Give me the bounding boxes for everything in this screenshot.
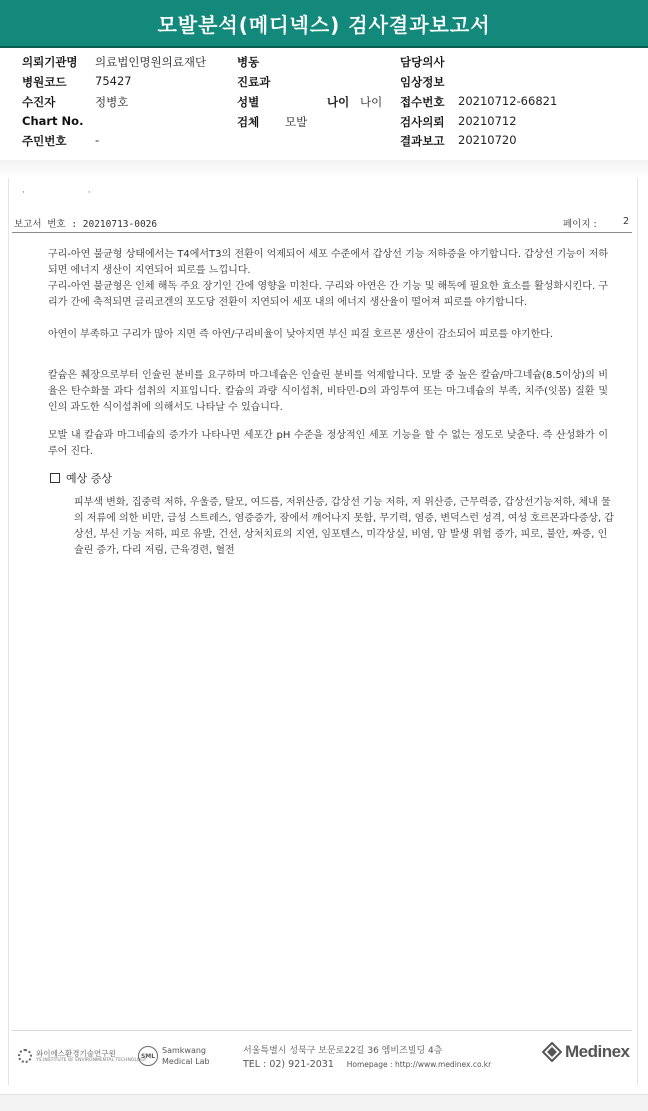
symptoms-heading [50,470,112,486]
specimen-value: 모발 [285,115,308,129]
receipt-label: 접수번호 [400,95,445,109]
symptoms-list: 피부색 변화, 집중력 저하, 우울증, 탈모, 여드름, 저위산증, 갑상선 기능 저하, 저 위산증, 근무력증, 갑상선기능저하, 체내 물의 저류에 의한 비만, 급성 스트레스, 염증증가, 잠에서 깨어나지 못함, 무기력, 염증, 변덕스런 성격, 여성 호르몬과다증상, 갑상선, 부신 기능 저하, 피로 유발, 건선, 상처치료의 지연, 임포텐스, 미각상실, 비염, 암 발생 위험 증가, 피로, 불안, 짜증, 인슐린 증가, 다리 저림, 근육경련, 혈전 [74,497,614,556]
doctor-label: 담당의사 [400,55,445,69]
hospital-code-label: 병원코드 [22,75,67,89]
paragraph-text: 구리-아연 불균형은 인체 해독 주요 장기인 간에 영향을 미친다. 구리와 아연은 간 기능 및 해독에 필요한 효소를 활성화시킨다. 구리가 간에 축적되면 글리코겐의 포도당 전환이 지연되어 세포 내의 에너지 생산율이 떨어져 피로를 야기합니다. [48,281,608,308]
institution-value: 의료법인명원의료재단 [95,55,207,69]
request-label: 검사의뢰 [400,115,445,129]
ys-logo-name: 와이에스환경기술연구원 [36,1049,116,1058]
age-value: 나이 [360,95,383,109]
paragraph-text: 구리-아연 불균형 상태에서는 T4에서T3의 전환이 억제되어 세포 수준에서 갑상선 기능 저하증을 야기합니다. 갑상선 기능이 저하되면 에너지 생산이 지연되어 피로를 느낍니다. [48,249,608,276]
paragraph-3 [48,327,608,343]
hospital-code-value: 75427 [95,74,132,88]
info-row-1 [0,54,648,72]
footer-homepage: Homepage : http://www.medinex.co.kr [346,1060,492,1069]
chart-no-label: Chart No. [22,114,84,128]
medinex-logo [542,1042,630,1062]
footer-address: 서울특별시 성북구 보문로22길 36 엠비즈빌딩 4층 [243,1046,443,1056]
report-sheet [8,178,638,1085]
medinex-logo-icon [542,1042,562,1062]
paragraph-text: 칼슘은 췌장으로부터 인슐린 분비를 요구하며 마그네슘은 인슐린 분비를 억제합니다. 모발 중 높은 칼슘/마그네슘(8.5이상)의 비율은 탄수화물 과다 섭취의 지표입니다. 칼슘의 과량 식이섭취, 비타민-D의 과잉투여 또는 마그네슘의 부족, 치주(잇몸) 질환 및 인의 과도한 식이섭취에 의해서도 나타날 수 있습니다. [48,370,608,413]
ward-label: 병동 [237,55,260,69]
ys-logo-sub: YS INSTITUTE OF ENVIRONMENTAL TECHNOLOGY [36,1058,147,1063]
paragraph-5 [48,428,608,460]
page-label: 페이지 : [563,219,597,230]
checkbox-square-icon [50,473,60,483]
footer-tel: TEL : 02) 921-2031 [243,1059,334,1070]
info-row-3 [0,94,648,112]
patient-label: 수진자 [22,95,56,109]
ys-institute-logo [18,1049,146,1063]
samkwang-logo [138,1045,210,1067]
patient-info-section [0,54,648,154]
resident-no-label: 주민번호 [22,134,67,148]
info-row-4 [0,114,648,132]
specimen-label: 검체 [237,115,260,129]
request-date: 20210712 [458,114,517,128]
report-date-label: 결과보고 [400,134,445,148]
receipt-value: 20210712-66821 [458,94,558,108]
department-label: 진료과 [237,75,271,89]
sex-label: 성별 [237,95,260,109]
paragraph-text: 아연이 부족하고 구리가 많아 지면 즉 아연/구리비율이 낮아지면 부신 피질 호르몬 생산이 감소되어 피로를 야기한다. [48,329,554,340]
footer-divider [12,1030,632,1031]
page-number: 2 [623,216,630,227]
sheet-top-shadow [0,160,648,178]
clinical-info-label: 임상정보 [400,75,445,89]
report-title: 모발분석(메디넥스) 검사결과보고서 [157,12,491,37]
ys-logo-icon [18,1049,32,1063]
symptoms-heading-text: 예상 증상 [66,472,113,485]
info-row-5 [0,133,648,151]
paragraph-1 [48,247,608,279]
info-row-2 [0,74,648,92]
sml-logo-icon: SML [138,1046,158,1066]
report-number: 보고서 번호 : 20210713-0026 [14,219,158,230]
report-title-bar [0,0,648,48]
paragraph-text: 모발 내 칼슘과 마그네슘의 증가가 나타나면 세포간 pH 수준을 정상적인 세포 기능을 할 수 없는 정도로 낮춘다. 즉 산성화가 이루어 진다. [48,430,608,457]
scan-dots: · · [22,188,121,198]
samkwang-line1: Samkwang [162,1046,206,1055]
patient-value: 정병호 [95,95,129,109]
resident-no-value: - [95,133,100,147]
viewer-bottom-strip [0,1094,648,1111]
age-label: 나이 [327,95,350,109]
header-divider [12,232,632,233]
medinex-brand: Medinex [565,1042,630,1061]
paragraph-4 [48,368,608,416]
paragraph-2 [48,279,608,311]
footer-address-block [243,1044,491,1072]
samkwang-line2: Medical Lab [162,1057,210,1066]
institution-label: 의뢰기관명 [22,55,78,69]
report-date-value: 20210720 [458,133,517,147]
